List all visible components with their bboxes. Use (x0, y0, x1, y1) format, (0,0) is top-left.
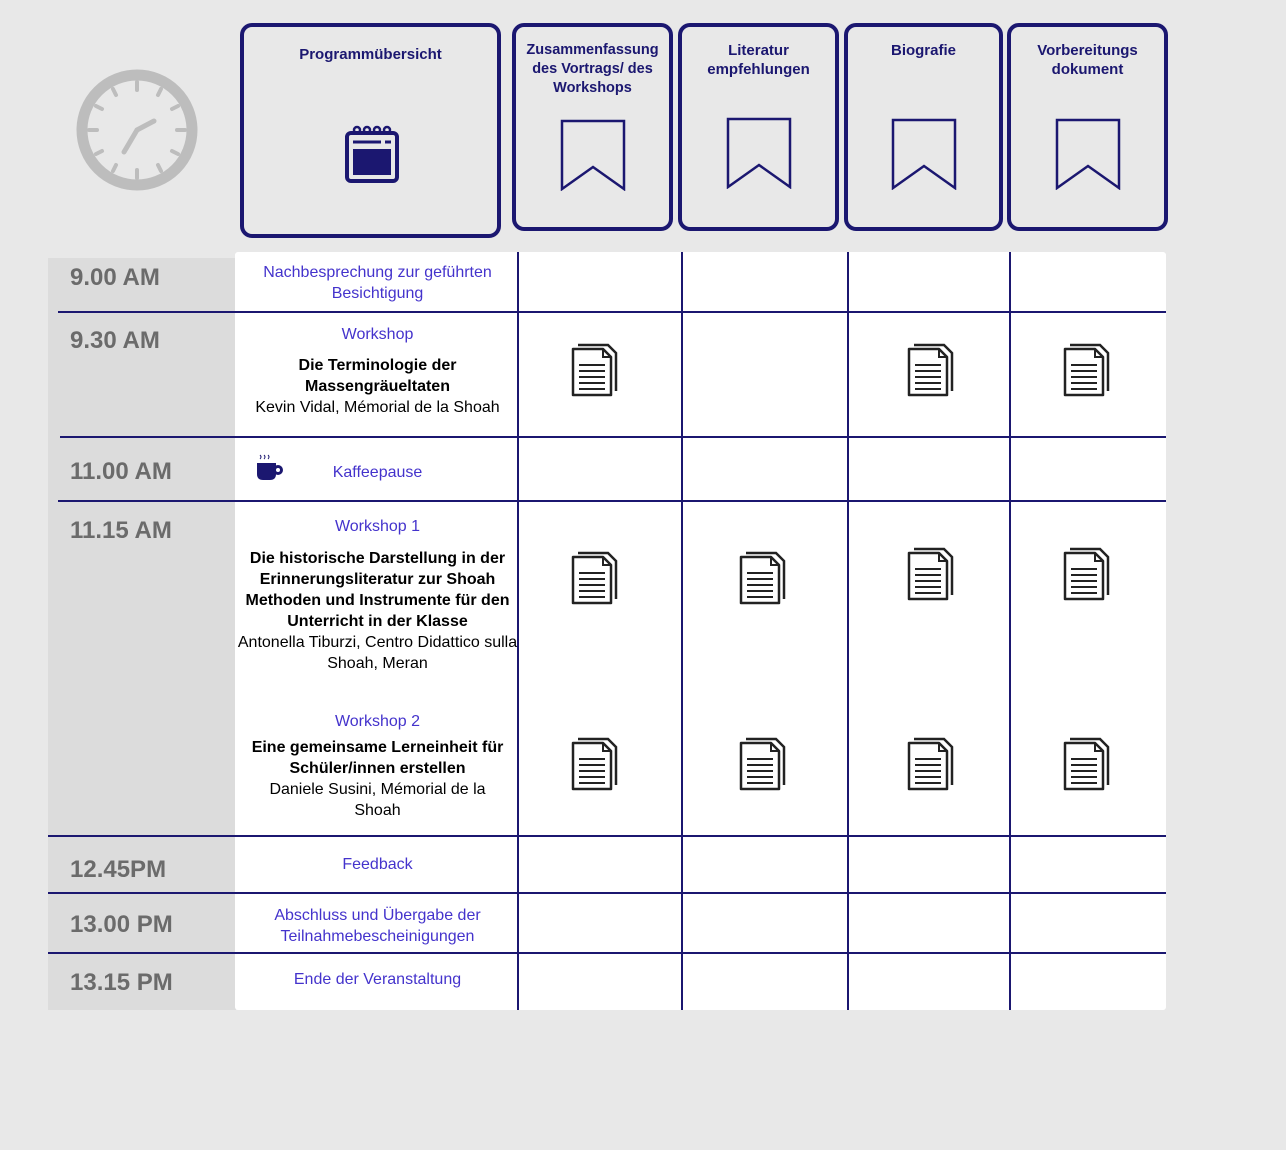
document-icon[interactable] (906, 343, 956, 399)
time-label: 13.15 PM (70, 969, 173, 996)
document-icon[interactable] (570, 737, 620, 793)
activity-link[interactable]: Nachbesprechung zur geführten Besichtigung (263, 264, 492, 302)
divider (58, 500, 1166, 502)
document-icon[interactable] (570, 343, 620, 399)
workshop-2 (237, 711, 518, 821)
activity-link[interactable]: Abschluss und Übergabe der Teilnahmebescheinigungen (274, 907, 481, 945)
divider (48, 835, 1166, 837)
header-label: Programmübersicht (299, 46, 442, 63)
document-icon[interactable] (738, 737, 788, 793)
header-vorbereitungsdokument[interactable] (1007, 23, 1168, 231)
header-literatur[interactable] (678, 23, 839, 231)
bookmark-icon (560, 119, 626, 191)
divider (58, 311, 1166, 313)
activity-link[interactable]: Workshop 2 (334, 713, 421, 730)
activity-link[interactable]: Workshop 1 (334, 518, 421, 535)
time-label: 9.30 AM (70, 327, 160, 354)
header-label: Zusammenfassung des Vortrags/ des Workshops (526, 42, 659, 96)
time-label: 13.00 PM (70, 911, 173, 938)
divider (681, 252, 683, 1010)
divider (60, 436, 1166, 438)
speaker: Daniele Susini, Mémorial de la Shoah (269, 781, 486, 819)
header-label: Biografie (890, 42, 956, 59)
bookmark-icon (726, 117, 792, 189)
speaker: Kevin Vidal, Mémorial de la Shoah (255, 399, 500, 416)
header-biografie[interactable] (844, 23, 1003, 231)
document-icon[interactable] (738, 551, 788, 607)
document-icon[interactable] (1062, 547, 1112, 603)
session-title: Die historische Darstellung in der Erinnerungsliteratur zur Shoah Methoden und Instrumente für den Unterricht in der Klasse (245, 550, 510, 630)
header-zusammenfassung[interactable] (512, 23, 673, 231)
calendar-icon (341, 123, 401, 185)
bookmark-icon (891, 118, 957, 190)
session-9-30 (237, 324, 518, 418)
header-programmuebersicht[interactable] (240, 23, 501, 238)
activity-link[interactable]: Ende der Veranstaltung (293, 971, 462, 988)
document-icon[interactable] (1062, 343, 1112, 399)
divider (48, 952, 1166, 954)
time-column (48, 258, 236, 1010)
time-label: 11.15 AM (70, 517, 172, 544)
document-icon[interactable] (1062, 737, 1112, 793)
activity-link[interactable]: Kaffeepause (332, 464, 423, 481)
time-label: 9.00 AM (70, 264, 160, 291)
session-title: Die Terminologie der Massengräueltaten (298, 357, 457, 395)
divider (847, 252, 849, 1010)
speaker: Antonella Tiburzi, Centro Didattico sulla Shoah, Meran (237, 634, 518, 672)
document-icon[interactable] (906, 547, 956, 603)
document-icon[interactable] (570, 551, 620, 607)
session-title: Eine gemeinsame Lerneinheit für Schüler/innen erstellen (251, 739, 504, 777)
activity-link[interactable]: Workshop (341, 326, 414, 343)
header-label: Vorbereitungs dokument (1037, 42, 1138, 78)
activity-link[interactable]: Feedback (342, 856, 413, 873)
bookmark-icon (1055, 118, 1121, 190)
clock-icon (74, 68, 200, 192)
time-label: 12.45PM (70, 856, 167, 883)
workshop-1 (237, 516, 518, 674)
header-label: Literatur empfehlungen (707, 42, 810, 78)
divider (48, 892, 1166, 894)
document-icon[interactable] (906, 737, 956, 793)
time-label: 11.00 AM (70, 458, 172, 485)
divider (1009, 252, 1011, 1010)
